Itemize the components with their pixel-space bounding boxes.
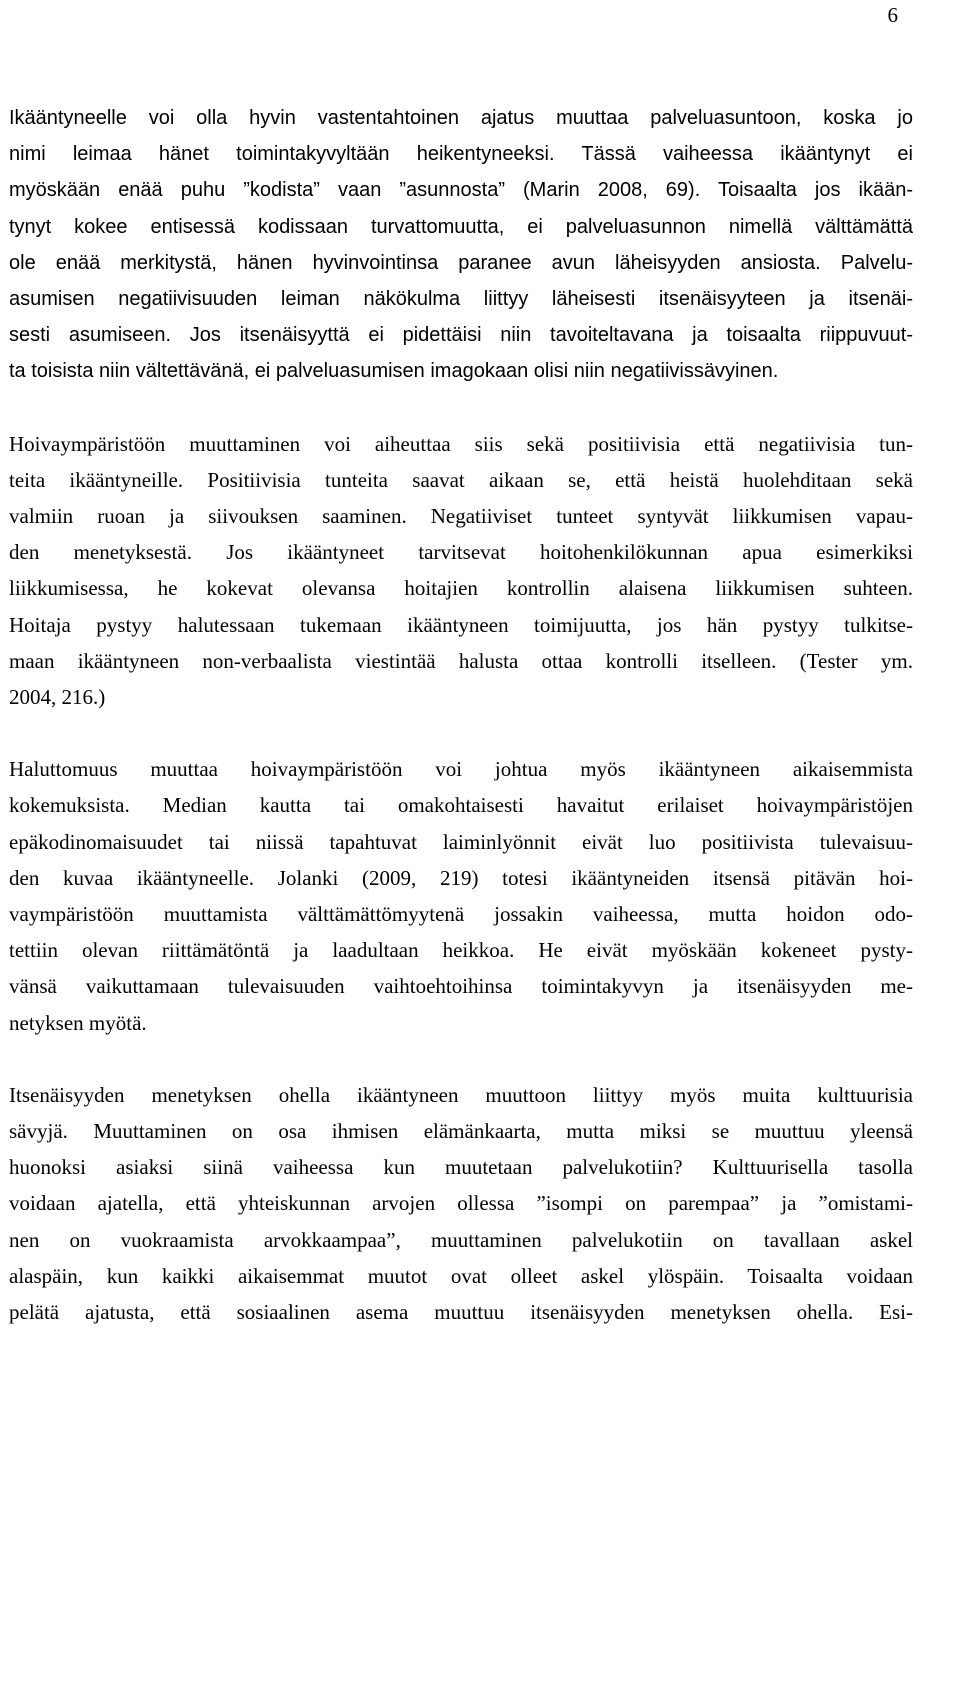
text-line: alaspäin, kun kaikki aikaisemmat muutot ovat olleet askel ylöspäin. Toisaalta voidaan <box>9 1263 913 1288</box>
page-number: 6 <box>887 3 898 27</box>
text-line: netyksen myötä. <box>9 1010 147 1035</box>
text-line: tettiin olevan riittämätöntä ja laadultaan heikkoa. He eivät myöskään kokeneet pysty- <box>9 938 913 963</box>
text-line: huonoksi asiaksi siinä vaiheessa kun muutetaan palvelukotiin? Kulttuurisella tasolla <box>9 1155 913 1180</box>
paragraph-2 <box>9 426 913 716</box>
text-line: tynyt kokee entisessä kodissaan turvattomuutta, ei palveluasunnon nimellä välttämättä <box>9 215 913 238</box>
text-line: asumisen negatiivisuuden leiman näkökulma liittyy läheisesti itsenäisyyteen ja itsenäi- <box>9 288 913 311</box>
text-line: myöskään enää puhu ”kodista” vaan ”asunnosta” (Marin 2008, 69). Toisaalta jos ikään- <box>9 179 913 202</box>
text-line: Hoivaympäristöön muuttaminen voi aiheuttaa siis sekä positiivisia että negatiivisia tun- <box>9 431 913 456</box>
text-line: Ikääntyneelle voi olla hyvin vastentahtoinen ajatus muuttaa palveluasuntoon, koska jo <box>9 107 913 129</box>
text-line: epäkodinomaisuudet tai niissä tapahtuvat laiminlyönnit eivät luo positiivista tulevaisuu- <box>9 829 913 854</box>
text-line: voidaan ajatella, että yhteiskunnan arvojen ollessa ”isompi on parempaa” ja ”omistami- <box>9 1191 913 1216</box>
text-line: teita ikääntyneille. Positiivisia tunteita saavat aikaan se, että heistä huolehditaan sekä <box>9 467 913 492</box>
text-line: nimi leimaa hänet toimintakyvyltään heikentyneeksi. Tässä vaiheessa ikääntynyt ei <box>9 143 913 166</box>
text-line: vaympäristöön muuttamista välttämättömyytenä jossakin vaiheessa, mutta hoidon odo- <box>9 902 913 927</box>
document-body <box>9 100 913 1330</box>
text-line: sesti asumiseen. Jos itsenäisyyttä ei pidettäisi niin tavoiteltavana ja toisaalta riippuvuut- <box>9 324 913 347</box>
text-line: den menetyksestä. Jos ikääntyneet tarvitsevat hoitohenkilökunnan apua esimerkiksi <box>9 540 913 565</box>
text-line: Hoitaja pystyy halutessaan tukemaan ikääntyneen toimijuutta, jos hän pystyy tulkitse- <box>9 612 913 637</box>
text-line: 2004, 216.) <box>9 685 106 710</box>
text-line: vänsä vaikuttamaan tulevaisuuden vaihtoehtoihinsa toimintakyvyn ja itsenäisyyden me- <box>9 974 913 999</box>
text-line: ta toisista niin vältettävänä, ei palveluasumisen imagokaan olisi niin negatiivissävyinen. <box>9 360 779 383</box>
text-line: valmiin ruoan ja siivouksen saaminen. Negatiiviset tunteet syntyvät liikkumisen vapau- <box>9 504 913 529</box>
text-line: pelätä ajatusta, että sosiaalinen asema muuttuu itsenäisyyden menetyksen ohella. Esi- <box>9 1300 913 1325</box>
text-line: den kuvaa ikääntyneelle. Jolanki (2009, 219) totesi ikääntyneiden itsensä pitävän hoi- <box>9 865 913 890</box>
paragraph-1 <box>9 100 913 390</box>
text-line: nen on vuokraamista arvokkaampaa”, muuttaminen palvelukotiin on tavallaan askel <box>9 1227 913 1252</box>
text-line: Itsenäisyyden menetyksen ohella ikääntyneen muuttoon liittyy myös muita kulttuurisia <box>9 1082 913 1107</box>
paragraph-3 <box>9 751 913 1041</box>
text-line: Haluttomuus muuttaa hoivaympäristöön voi johtua myös ikääntyneen aikaisemmista <box>9 757 913 782</box>
text-line: maan ikääntyneen non-verbaalista viestintää halusta ottaa kontrolli itselleen. (Tester ym. <box>9 648 913 673</box>
text-line: kokemuksista. Median kautta tai omakohtaisesti havaitut erilaiset hoivaympäristöjen <box>9 793 913 818</box>
text-line: sävyjä. Muuttaminen on osa ihmisen elämänkaarta, mutta miksi se muuttuu yleensä <box>9 1119 913 1144</box>
text-line: liikkumisessa, he kokevat olevansa hoitajien kontrollin alaisena liikkumisen suhteen. <box>9 576 913 601</box>
paragraph-4 <box>9 1077 913 1330</box>
text-line: ole enää merkitystä, hänen hyvinvointinsa paranee avun läheisyyden ansiosta. Palvelu- <box>9 251 913 274</box>
